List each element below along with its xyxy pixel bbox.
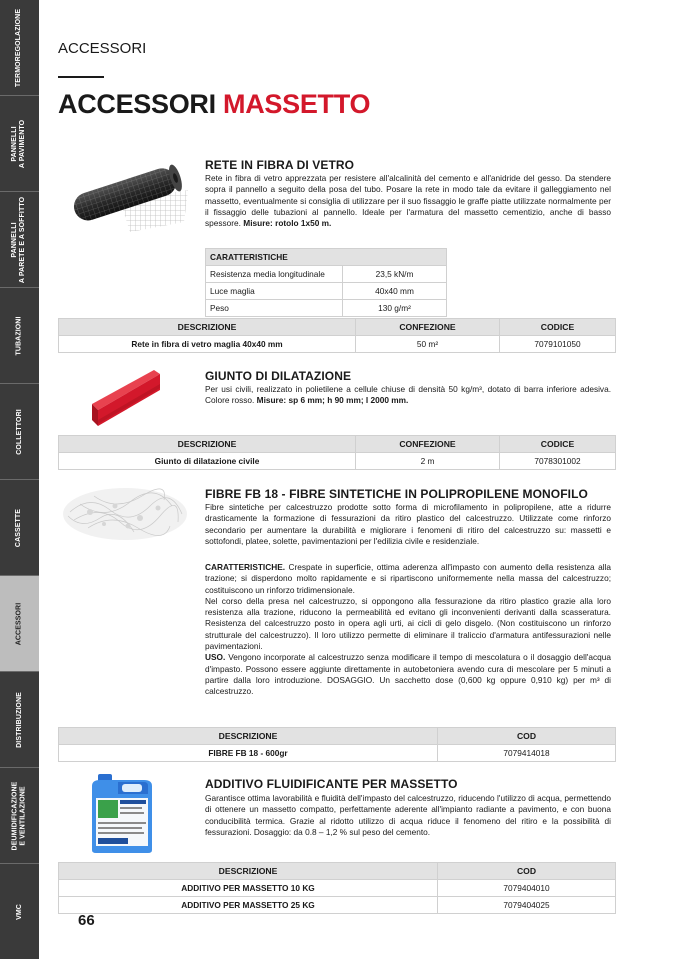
rete-characteristics-table (205, 248, 447, 317)
additivo-product-table (58, 862, 616, 914)
giunto-description (205, 384, 611, 407)
cell-descrizione: FIBRE FB 18 - 600gr (59, 745, 438, 762)
table-row (59, 336, 616, 353)
section-label: ACCESSORI (58, 40, 147, 57)
cell-descrizione: ADDITIVO PER MASSETTO 10 KG (59, 880, 438, 897)
fibre-uso-label: USO. (205, 652, 226, 663)
table-row (59, 880, 616, 897)
char-value: 23,5 kN/m (343, 266, 447, 283)
rete-measures: Misure: rotolo 1x50 m. (243, 218, 332, 229)
rete-description (205, 173, 611, 229)
cell-cod: 7079414018 (438, 745, 616, 762)
additivo-title: ADDITIVO FLUIDIFICANTE PER MASSETTO (205, 777, 458, 791)
fibre-char-text-2: Nel corso della presa nel calcestruzzo, si oppongono alla fessurazione da ritiro plastico grazie alla loro resistenza alla trazione, riducono la permeabilità ed evitano gli inconvenienti derivanti dalla scasseratura. Resistenza del calcestruzzo posto in opera agli urti, ai cicli di gelo disgelo. (Non costituiscono un rinforzo strutturale del calcestruzzo). Il loro utilizzo permette di eliminare il traliccio d'armatura antifessurazioni nelle pavimentazioni. (205, 595, 611, 652)
char-label: Luce maglia (206, 283, 343, 300)
table-row (59, 745, 616, 762)
sidebar-tab-pannelli-parete[interactable]: PANNELLI A PARETE E A SOFFITTO (0, 192, 39, 288)
sidebar-tab-pannelli-pavimento[interactable]: PANNELLI A PAVIMENTO (0, 96, 39, 192)
table-row (206, 300, 447, 317)
sidebar-tab-cassette[interactable]: CASSETTE (0, 480, 39, 576)
page-title (58, 89, 370, 120)
page-number: 66 (78, 912, 95, 929)
sidebar-tab-deumidificazione[interactable]: DEUMIDIFICAZIONE E VENTILAZIONE (0, 768, 39, 864)
header-rule (58, 76, 104, 78)
cell-codice: 7078301002 (500, 453, 616, 470)
char-value: 130 g/m² (343, 300, 447, 317)
rete-description-text: Rete in fibra di vetro apprezzata per resistere all'alcalinità del cemento e all'anidride del gesso. Da stendere sopra il pannello a seguito della posa del tubo. Posare la rete in modo tale da evitare il galleggiamento nel massetto, eventualmente si consiglia di utilizzare per il suo fissaggio le graffe piatte utilizzate normalmente per il fissaggio delle tubazioni al pannello. Ideale per l'armatura del massetto cementizio, anche di basso spessore. (205, 173, 611, 229)
col-header-cod: COD (438, 728, 616, 745)
cell-descrizione: Giunto di dilatazione civile (59, 453, 356, 470)
char-value: 40x40 mm (343, 283, 447, 300)
col-header-descrizione: DESCRIZIONE (59, 436, 356, 453)
fibre-uso-text: Vengono incorporate al calcestruzzo senza modificare il tempo di mescolatura o il dosaggio dell'acqua d'impasto. Possono essere aggiunte direttamente in autobetoniera avendo cura di mescolare per 5 minuti a partire dalla loro introduzione. DOSAGGIO. Un sacchetto dose (0,600 kg oppure 0,910 kg) per m³ di calcestruzzo. (205, 652, 611, 697)
table-row (59, 453, 616, 470)
fibre-char-label: CARATTERISTICHE. (205, 562, 286, 572)
sidebar-tab-accessori[interactable]: ACCESSORI (0, 576, 39, 672)
cell-codice: 7079101050 (500, 336, 616, 353)
page-title-black: ACCESSORI (58, 89, 216, 119)
additivo-description: Garantisce ottima lavorabilità e fluidità dell'impasto del calcestruzzo, riducendo l'utilizzo di acqua, permettendo di ottenere un massetto compatto, perfettamente aderente all'impianto radiante a pavimento, e con buona conducibilità termica. Grazie al ridotto utilizzo di acqua riduce il fenomeno del ritiro e la possibilità di fessurazioni. Dosaggio: da 0.8 – 1,2 % sul peso del cemento. (205, 793, 611, 837)
additive-canister-image (88, 770, 156, 854)
col-header-descrizione: DESCRIZIONE (59, 863, 438, 880)
col-header-codice: CODICE (500, 436, 616, 453)
cell-cod: 7079404010 (438, 880, 616, 897)
char-label: Resistenza media longitudinale (206, 266, 343, 283)
giunto-measures: Misure: sp 6 mm; h 90 mm; l 2000 mm. (256, 395, 409, 406)
sidebar-tab-tubazioni[interactable]: TUBAZIONI (0, 288, 39, 384)
fibre-description: Fibre sintetiche per calcestruzzo prodotte sotto forma di microfilamento in polipropilene, atte a ridurre drasticamente la formazione di fessurazioni da ritiro plastico del calcestruzzo. Utilizzate come rinforzo secondario per aumentare la durabilità e migliorare i fenomeni di ritiro del calcestruzzo su: massetti e sottofondi, platee, solette, pavimentazioni per l'edilizia civile e residenziale. (205, 502, 611, 546)
rete-title: RETE IN FIBRA DI VETRO (205, 158, 355, 172)
col-header-descrizione: DESCRIZIONE (59, 319, 356, 336)
cell-cod: 7079404025 (438, 897, 616, 914)
fiberglass-mesh-roll-image (60, 160, 190, 240)
col-header-cod: COD (438, 863, 616, 880)
sidebar-tab-collettori[interactable]: COLLETTORI (0, 384, 39, 480)
giunto-title: GIUNTO DI DILATAZIONE (205, 369, 352, 383)
cell-confezione: 2 m (356, 453, 500, 470)
rete-product-table (58, 318, 616, 353)
giunto-description-text: Per usi civili, realizzato in polietilene a cellule chiuse di densità 50 kg/m³, dotato di barra inferiore adesiva. Colore rosso. (205, 384, 611, 406)
col-header-codice: CODICE (500, 319, 616, 336)
fibre-characteristics (205, 562, 611, 698)
table-row (59, 897, 616, 914)
char-label: Peso (206, 300, 343, 317)
red-expansion-joint-image (88, 364, 168, 428)
cell-descrizione: ADDITIVO PER MASSETTO 25 KG (59, 897, 438, 914)
fibre-product-table (58, 727, 616, 762)
cell-descrizione: Rete in fibra di vetro maglia 40x40 mm (59, 336, 356, 353)
sidebar-tab-distribuzione[interactable]: DISTRIBUZIONE (0, 672, 39, 768)
sidebar-tab-vmc[interactable]: VMC (15, 903, 23, 920)
sidebar-tab-termoregolazione[interactable]: TERMOREGOLAZIONE (0, 0, 39, 96)
giunto-product-table (58, 435, 616, 470)
table-row (206, 283, 447, 300)
page-title-red: MASSETTO (223, 89, 371, 119)
fibre-title: FIBRE FB 18 - FIBRE SINTETICHE IN POLIPROPILENE MONOFILO (205, 487, 588, 501)
col-header-confezione: CONFEZIONE (356, 436, 500, 453)
sidebar (0, 0, 39, 959)
characteristics-header: CARATTERISTICHE (206, 249, 447, 266)
col-header-descrizione: DESCRIZIONE (59, 728, 438, 745)
table-row (206, 266, 447, 283)
cell-confezione: 50 m² (356, 336, 500, 353)
polypropylene-fibres-image (60, 482, 190, 544)
col-header-confezione: CONFEZIONE (356, 319, 500, 336)
fibre-char-text: Crespate in superficie, ottima aderenza all'impasto con aumento della resistenza alla trazione; si disperdono molto rapidamente e si ripartiscono uniformemente nella massa del calcestruzzo; costituiscono un rinforzo tridimensionale. (205, 562, 611, 595)
